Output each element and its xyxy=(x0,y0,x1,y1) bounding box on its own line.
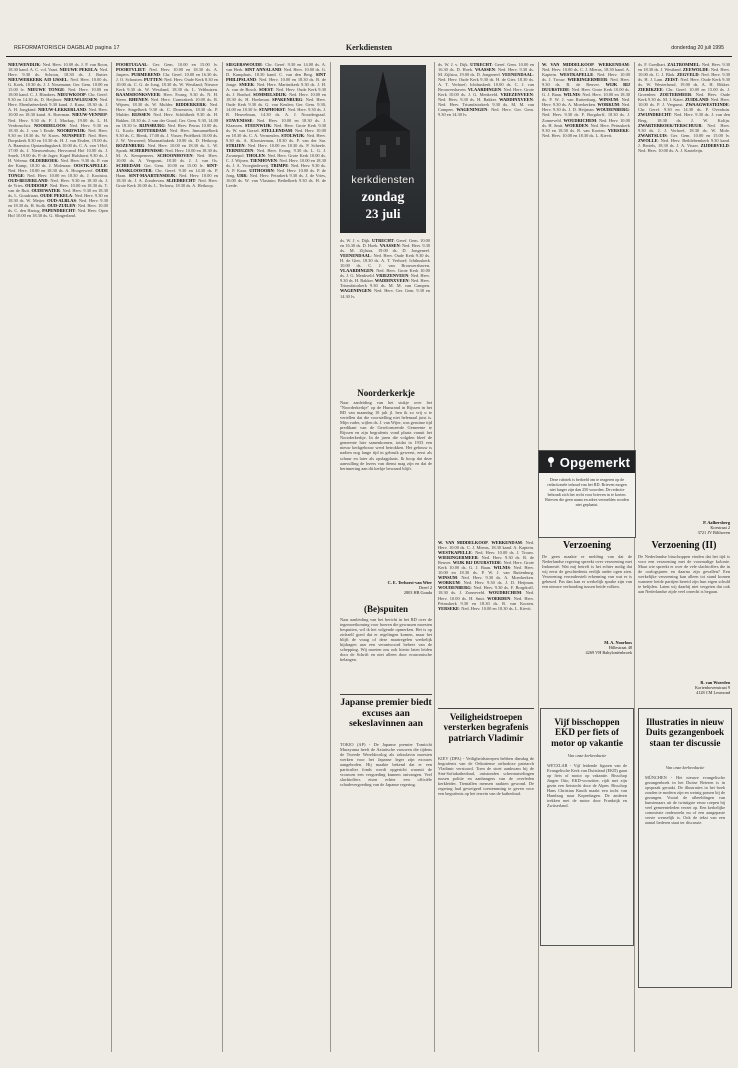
article-title-bespuiten: (Be)spuiten xyxy=(363,604,408,614)
box-text-vijf: WETZLAR - Vijf leidende figuren van de Evangelische Kerk van Duitsland (EKD) gaan op fiets of motor op vakantie. Bisschop Jürgen Otto, EKD-voorzitter, rijdt met zijn gezin een fietstocht door de Alpen. Bisschop Hans Christian Knuth maakt een tocht van Hamburg naar Kopenhagen. De anderen trekken met de motor door Frankrijk en Zwitserland. xyxy=(547,763,627,808)
promo-date: 23 juli xyxy=(365,206,401,221)
header-left: REFORMATORISCH DAGBLAD pagina 17 xyxy=(14,45,120,51)
pushpin-icon xyxy=(545,456,557,468)
signature-noorderkerkje: C. E. Terhorst-van Wier Dreef 2 2803 HB Gouda xyxy=(387,580,432,595)
opgemerkt-box xyxy=(538,450,636,538)
box-title-vijf: Vijf bisschoppen EKD per fiets of motor op vakantie xyxy=(551,717,623,748)
article-title-japanse: Japanse premier biedt excuses aan sekeslavinnen aan xyxy=(340,697,432,730)
signature-van-woerden: R. van Woerden Kortenhovenstraat 9 4128 CM Lexmond xyxy=(695,680,730,695)
listing-column-4: ds. W. J. v. Dijk. UTRECHT: Geref. Gem. 10.00 en 16.30 ds. D. Hoek. VAASSEN: Ned. Herv. 9.30 ds. M. Zijlstra, 19.00 ds. D. Jongeneel. VEENENDAAL: Ned. Herv. Oude Kerk 9.30 ds. H. de Gier, 18.30 ds. A. T. Verhoef; Ichthuskerk 10.00 ds. C. J. van Brouwershaven. VLAARDINGEN: Ned. Herv. Grote Kerk 10.00 ds. J. G. Menkveld. VRIEZENVEEN: Ned. Herv. 9.30 ds. H. Bakker. WADDINXVEEN: Ned. Herv. Triumfatorkerk 9.30 ds. M. M. van Campen. WAGENINGEN: Ned. Herv. Ger. Gem. 9.30 en 14.30 lv. xyxy=(438,62,534,118)
column-divider xyxy=(434,62,435,1052)
article-rule xyxy=(438,708,534,709)
promo-title: kerkdiensten xyxy=(351,174,415,186)
column-divider xyxy=(634,62,635,1052)
box-sub-vijf: Van onze kerkredactie xyxy=(567,753,607,758)
box-sub-illustraties: Van onze kerkredactie xyxy=(665,765,705,770)
column-divider xyxy=(538,62,539,1052)
listing-column-3b: ds. W. J. v. Dijk. UTRECHT: Geref. Gem. 10.00 en 16.30 ds. D. Hoek. VAASSEN: Ned. Herv. 9.30 ds. M. Zijlstra, 19.00 ds. D. Jongeneel. VEENENDAAL: Ned. Herv. Oude Kerk 9.30 ds. H. de Gier, 18.30 ds. A. T. Verhoef; Ichthuskerk 10.00 ds. C. J. van Brouwershaven. VLAARDINGEN: Ned. Herv. Grote Kerk 10.00 ds. J. G. Menkveld. VRIEZENVEEN: Ned. Herv. 9.30 ds. H. Bakker. WADDINXVEEN: Ned. Herv. Triumfatorkerk 9.30 ds. M. M. van Campen. WAGENINGEN: Ned. Herv. Ger. Gem. 9.30 en 14.30 lv. xyxy=(340,238,430,299)
opgemerkt-title: Opgemerkt xyxy=(559,454,631,470)
article-body-noorderkerkje: Naar aanleiding van het stukje over het "Noorderkerkje" op de Hunsrand in Rijssen in het RD van maandag 10 juli jl. ben ik zo vrij u te vertellen dat die voorstelling niet helemaal juist is. Mijn vader, wijlen ds. J. van Wijer, was geruime tijd predikant van de Gereformeerde Gemeente te Rijssen en zijn begrafenis vond plaats vanuit het Noorderkerkje. In de jaren die volgden bleef de gemeente hier samenkomen, totdat in 1933 een nieuw kerkgebouw werd betrokken. Het gebouw is nadien nog lange tijd in gebruik geweest, eerst als schuur en later als opslagplaats. Ik hoop dat deze aanvulling de lezers van dienst mag zijn en dat de herinnering aan dit kerkje bewaard blijft. xyxy=(340,400,432,471)
header-date: donderdag 20 juli 1995 xyxy=(671,45,724,51)
opgemerkt-text: Deze rubriek is bedoeld om te reageren op de redactionele inhoud van het RD. Brieven mogen niet langer zijn dan 250 woorden. De redactie behoudt zich het recht voor brieven in te korten. Brieven die geen naam en adres vermelden worden niet geplaatst. xyxy=(545,477,629,507)
listing-column-2: POORTUGAAL: Ger. Gem. 10.00 en 15.00 lv. POORTVLIET: Ned. Herv. 10.00 en 18.30 ds. A. Jaspers. PURMEREND: Chr. Geref. 10.00 en 16.30 ds. J. O. Schouten. PUTTEN: Ned. Herv. Oude Kerk 8.30 en 10.00 ds. C. G. de Jong, 18.30 ds. W. Westland; Nieuwe Kerk 9.30 ds. W. Westland, 18.30 ds. L. Velthuizen. RAAMSDONKSVEER: Herv. Evang. 9.30 ds. N. H. Steen. RHENEN: Ned. Herv. Cunerakerk 10.00 ds. R. Wijnen, 18.30 ds. W. Mulder. RIDDERKERK: Ned. Herv. Singelkerk 9.30 ds. C. Dorrestein, 18.30 ds. P. Mulder. RIJSSEN: Ned. Herv. Schildkerk 9.30 ds. H. Bakker, 18.30 ds. J. van der Graaf; Ger. Gem. 9.30, 14.00 en 18.30 lv. RIJNSBURG: Ned. Herv. Petrus 10.00 ds. G. Koole. ROTTERDAM: Ned. Herv. Immanuëlkerk 9.30 ds. C. Blenk, 17.00 ds. J. Visser; Pniëlkerk 10.00 ds. J. W. Verwoerd; Maranathakerk 10.00 ds. D. Heikoop. ROZENBURG: Ned. Herv. 10.00 en 18.30 ds. L. W. Sponk. SCHERPENISSE: Ned. Herv. 10.00 en 18.30 ds. M. A. Kempeneers. SCHOONHOVEN: Ned. Herv. 10.00 ds. A. Vergunst, 18.30 ds. J. J. van Os. SCHIEDAM: Ger. Gem. 10.00 en 15.00 lv. SINT-JANSKLOOSTER: Chr. Geref. 9.30 en 14.30 ds. P. Haan. SINT-MAARTENSDIJK: Ned. Herv. 10.00 en 18.30 ds. J. A. Zondervan. SLIEDRECHT: Ned. Herv. Grote Kerk 10.00 ds. L. Terlouw, 18.30 ds. A. Heikoop. xyxy=(116,62,218,189)
section-title: Kerkdiensten xyxy=(345,43,393,52)
article-body-veiligheid: KIEV (DPA) - Veiligheidstroepen hebben dinsdag de begrafenis van de Oekraïense orthodoxe patriarch Vladimir verstoord. Toen de stoet aankwam bij de Sint-Sofiakathedraal, ontstonden schermutselingen tussen politie en aanhangers van de overleden kerkleider. Tientallen mensen raakten gewond. De regering had geweigerd toestemming te geven voor een begrafenis op het terrein van de kathedraal. xyxy=(438,756,534,797)
column-divider xyxy=(111,62,112,1052)
column-divider xyxy=(330,62,331,1052)
article-body-bespuiten: Naar aanleiding van het bericht in het RD over de tegemoetkoming voor boeren die gewassen moesten bespuiten, wil ik het volgende opmerken. Het is op zichzelf goed dat er regelingen komen, maar het blijft de vraag of deze maatregelen werkelijk bijdragen aan een verantwoord beheer van de schepping. Wij moeten ons ook hierin laten leiden door de Schrift en niet alleen door economische belangen. xyxy=(340,617,432,663)
illustraties-box xyxy=(638,708,732,988)
article-body-japanse: TOKIO (AP) - De Japanse premier Tomiichi Murayama heeft de Aziatische vrouwen die tijdens de Tweede Wereldoorlog als seksslavin moesten werken voor het Japanse leger zijn excuses aangeboden. Hij maakte bekend dat er een particulier fonds wordt opgericht waaruit de vrouwen een vergoeding kunnen ontvangen. Veel slachtoffers eisen echter een officiële schadevergoeding van de Japanse regering. xyxy=(340,742,432,788)
signature-verzoening: M. A. Noorloos Hillestraat 48 4269 VH Babyloniënbroek xyxy=(585,640,632,655)
article-body-verzoening: De geen maakte er melding van dat de Nederlandse regering spreekt over verzoening met Indonesië. Wat mij betreft is het echter nodig dat wij eerst de geschiedenis eerlijk onder ogen zien. Verzoening veronderstelt erkenning van wat er is gebeurd. Pas dan kan er werkelijk sprake zijn van een nieuwe verhouding tussen beide volken. xyxy=(542,554,632,590)
box-text-illustraties: MÜNCHEN - Het nieuwe evangelische gezangenboek in het Duitse Beieren is in opspraak geraakt. De illustraties in het boek zouden te modern zijn en weinig passen bij de gezangen. Vooral de afbeeldingen van kunstenaars uit de twintigste eeuw roepen bij veel gemeenteleden verzet op. Een kerkelijke commissie onderzoekt nu of een aangepaste versie wenselijk is. Ook de tekst van een aantal liederen staat ter discussie. xyxy=(645,775,725,825)
article-title-verzoening: Verzoening xyxy=(563,540,611,551)
listing-column-5: W. VAN MIDDELKOOP. WERKENDAM: Ned. Herv. 10.00 ds. C. J. Mieras, 18.30 kand. A. Kaptein. WESTKAPELLE: Ned. Herv. 10.00 ds. J. Trouw. WIERINGERMEER: Ned. Herv. 9.30 ds. R. de Reuver. WIJK BIJ DUURSTEDE: Ned. Herv. Grote Kerk 10.00 ds. G. J. Baan. WILNIS: Ned. Herv. 10.00 en 18.30 ds. P. W. J. van Ruitenburg. WINSUM: Ned. Herv. 9.30 ds. A. Moerkerken. WORKUM: Ned. Herv. 9.30 ds. J. D. Heijman. WOUDENBERG: Ned. Herv. 9.30 ds. F. Borgdorff, 18.30 ds. J. Zonneveld. WOUDRICHEM: Ned. Herv. 10.00 ds. H. Smit. WOERDEN: Ned. Herv. Petruskerk 9.30 en 18.30 ds. R. van Kooten. YERSEKE: Ned. Herv. 10.00 en 18.30 ds. L. Kievit. xyxy=(542,62,630,138)
article-title-noorderkerkje: Noorderkerkje xyxy=(357,388,415,398)
opgemerkt-header xyxy=(539,451,635,473)
page-header xyxy=(6,44,732,57)
vijf-bisschoppen-box xyxy=(540,708,634,946)
listing-column-1: NIEUWENDIJK: Ned. Herv. 10.00 ds. J. P. van Roon, 18.30 kand. A. C. v.d. Vaart. NIEUWE PEKELA: Ned. Herv. 9.30 ds. Schoon, 18.30 ds. J. Rutter. NIEUWERKERK A/D IJSSEL: Ned. Herv. 10.00 ds. G. Koek, 18.30 ds. J. J. Nosemann; Ger. Gem. 10.00 en 15.00 lv. NIEUWE TONGE: Ned. Herv. 10.00 en 18.00 kand. C. J. Blankers. NIEUWKOOP: Chr. Geref. 9.30 en 14.30 ds. D. Heijboer. NIEUWLEUSEN: Ned. Herv. Ebenhaëzerkerk 9.30 kand. J. Kunz, 18.30 ds. J. A. H. Jongkind. NIEUW-LEKKERLAND: Ned. Herv. 10.00 en 18.30 kand. A. Boerman. NIEUW-VENNEP: Ned. Herv. 9.30 ds. F. J. Mackay, 19.00 ds. L. H. Verdonschot. NOORDELOOS: Ned. Herv. 9.30 en 18.30 ds. J. van 't Einde. NOORDWIJK: Ned. Herv. 9.30 en 18.30 ds. W. Kroes. NUNSPEET: Ned. Herv. Dorpskerk 8.30 en 10.30 ds. H. J. van Eisden, 19.00 ds. A. Baanstra; Opstandingskerk 10.00 ds. C. A. van 't Hof, 17.00 ds. J. Nieuwenhuis; Hervormd Hof 10.00 ds. J. Smelt, 19.00 ds. P. de Jager; Kapel Hulshorst 9.30 ds. J. H. Velema. OLDEBROEK: Ned. Herv. 9.30 ds. P. van der Kamp, 18.30 ds. J. Molenaar. OOSTKAPELLE: Ned. Herv. 10.00 en 18.30 ds. A. Hoogerwerf. OUDE TONGE: Ned. Herv. 10.00 en 18.30 ds. J. Kooistra. OUD-BEIJERLAND: Ned. Herv. 9.30 en 18.30 ds. J. de Vries. OUDDORP: Ned. Herv. 10.00 en 18.30 ds. T. van de Ruit. OUDEWATER: Ned. Herv. 9.30 en 18.30 ds. L. Goudriaan. OUDE PEKELA: Ned. Herv. 9.30 en 18.30 ds. W. Meijer. OUD-ALBLAS: Ned. Herv. 9.30 en 18.30 ds. H. Stolk. OUD-ZUILEN: Ned. Herv. 10.00 ds. C. den Hartog. PAPENDRECHT: Ned. Herv. Open Hof 10.00 en 18.30 ds. G. Slingerland. xyxy=(8,62,108,219)
article-title-veiligheid: Veiligheidstroepen versterken begrafenis patriarch Vladimir xyxy=(443,712,529,743)
column-divider xyxy=(222,62,223,1052)
box-title-illustraties: Illustraties in nieuw Duits gezangenboek staan ter discussie xyxy=(645,717,725,748)
promo-day: zondag xyxy=(361,190,405,205)
article-title-verzoening-2: Verzoening (II) xyxy=(651,540,717,551)
article-continuation: W. VAN MIDDELKOOP. WERKENDAM: Ned. Herv. 10.00 ds. C. J. Mieras, 18.30 kand. A. Kaptein. WESTKAPELLE: Ned. Herv. 10.00 ds. J. Trouw. WIERINGERMEER: Ned. Herv. 9.30 ds. R. de Reuver. WIJK BIJ DUURSTEDE: Ned. Herv. Grote Kerk 10.00 ds. G. J. Baan. WILNIS: Ned. Herv. 10.00 en 18.30 ds. P. W. J. van Ruitenburg. WINSUM: Ned. Herv. 9.30 ds. A. Moerkerken. WORKUM: Ned. Herv. 9.30 ds. J. D. Heijman. WOUDENBERG: Ned. Herv. 9.30 ds. F. Borgdorff, 18.30 ds. J. Zonneveld. WOUDRICHEM: Ned. Herv. 10.00 ds. H. Smit. WOERDEN: Ned. Herv. Petruskerk 9.30 en 18.30 ds. R. van Kooten. YERSEKE: Ned. Herv. 10.00 en 18.30 ds. L. Kievit. xyxy=(438,540,534,611)
signature-aalbersberg: P. Aalbersberg Koestraat 2 3721 JV Bilthoven xyxy=(697,520,730,535)
article-rule xyxy=(340,694,432,695)
article-body-verzoening-2: De Nederlandse bisschoppen vinden dat het tijd is voor een verzoening met de voormalige kolonie. Maar wie spreekt er over de vele slachtoffers die in de oorlogsjaren en daarna zijn gevallen? Een werkelijke verzoening kan alleen tot stand komen wanneer beide partijen bereid zijn hun eigen schuld te belijden. Laten wij daarbij niet vergeten dat ook aan Nederlandse zijde veel onrecht is begaan. xyxy=(638,554,730,595)
kerkdiensten-promo xyxy=(340,65,426,233)
listing-column-6: ds. F. Goedhart. ZALTBOMMEL: Ned. Herv. 9.30 en 18.30 ds. J. Westland. ZEEWOLDE: Ned. Herv. 10.00 ds. C. J. Blok. ZEGVELD: Ned. Herv. 9.30 ds. H. J. Lam. ZEIST: Ned. Herv. Oude Kerk 9.30 ds. W. Westerhoud, 19.00 ds. A. H. Bikker. ZIERIKZEE: Chr. Geref. 10.00 en 15.00 ds. J. Groenleer. ZOETERMEER: Ned. Herv. Oude Kerk 9.30 ds. M. J. Kater. ZUIDLAND: Ned. Herv. 10.00 ds. P. J. Vergunst. ZWAAGWESTEINDE: Chr. Geref. 9.30 en 14.30 ds. P. Overduin. ZWIJNDRECHT: Ned. Herv. 9.30 ds. J. van den Berg, 18.30 ds. J. W. Kolijn. ZWARTEBROEK/TERSCHUUR: Ned. Herv. 9.30 ds. J. J. Verhoef, 18.30 ds. W. Mole. ZWARTSLUIS: Ger. Gem. 10.00 en 15.00 lv. ZWOLLE: Ned. Herv. Bethlehemkerk 9.30 kand. J. Bertels, 18.30 ds. J. A. Visser. ZIJDERVELD: Ned. Herv. 10.00 ds. A. J. Kasteleijn. xyxy=(638,62,730,153)
listing-column-3: SIEGERSWOUDE: Chr. Geref. 9.30 en 14.00 ds. A. van Herk. SINT ANNALAND: Ned. Herv. 10.00 ds. G. D. Kamphuis, 18.30 kand. C. van den Berg. SINT PHILIPSLAND: Ned. Herv. 10.00 en 18.30 ds. B. de Jonge. SNEEK: Ned. Herv. Martinikerk 9.30 ds. J. H. A. van de Bosch. SOEST: Ned. Herv. Oude Kerk 9.30 ds. J. Bonhof. SOMMELSDIJK: Ned. Herv. 10.00 en 18.30 ds. H. Hoekman. SPAKENBURG: Ned. Herv. Oude Kerk 9.30 ds. G. van Keulen; Ger. Gem. 9.30, 14.00 en 18.30 lv. STAPHORST: Ned. Herv. 9.30 ds. J. B. Heuvelman, 14.30 ds. A. J. Noordergraaf. STAVENISSE: Ned. Herv. 10.00 en 18.30 ds. J. Klaassen. STEENWIJK: Ned. Herv. Grote Kerk 9.30 ds. W. van Gorsel. STELLENDAM: Ned. Herv. 10.00 en 18.30 ds. C. A. Vermeulen. STOLWIJK: Ned. Herv. 9.30 ds. A. Kloosterman, 18.30 ds. P. van der Sar. STRIJEN: Ned. Herv. 10.00 en 18.30 ds. P. Scheele. TERNEUZEN: Ned. Herv. Evang. 9.30 ds. L. G. J. Zwanepol. THOLEN: Ned. Herv. Grote Kerk 10.00 ds. C. J. Wijnen. TIENHOVEN: Ned. Herv. 10.00 en 18.30 ds. J. A. Vroegindeweij. TRIMPE: Ned. Herv. 9.30 ds. A. P. Kaan. UITHOORN: Ned. Herv. 10.00 ds. P. de Jong. URK: Ned. Herv. Petrakerk 9.30 ds. J. de Vries, 16.00 ds. W. van Vlastuin; Bethelkerk 9.30 ds. H. de Leede. xyxy=(226,62,326,189)
